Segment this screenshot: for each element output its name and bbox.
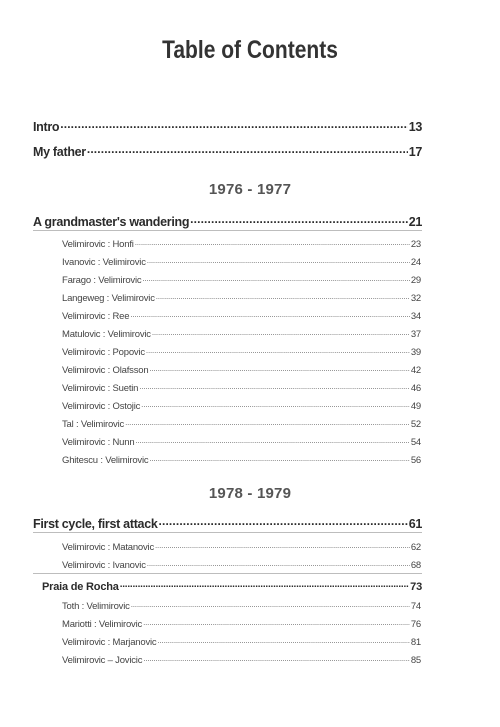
toc-game[interactable] [62,617,421,630]
toc-game[interactable] [62,327,421,340]
entry-label: Ivanovic : Velimirovic [62,256,146,268]
entry-page: 37 [410,328,421,340]
dot-leader [147,558,410,568]
dot-leader [60,118,407,131]
toc-entry-my-father[interactable] [33,143,422,159]
chapter-rule [33,230,422,231]
dot-leader [156,291,410,301]
dot-leader [120,579,409,590]
toc-chapter-first-cycle[interactable] [33,515,422,531]
entry-page: 52 [410,418,421,430]
entry-label: Tal : Velimirovic [62,418,125,430]
entry-page: 56 [410,454,421,466]
entry-page: 81 [410,636,421,648]
toc-game[interactable] [62,255,421,268]
entry-label: Intro [33,119,60,134]
subchapter-rule [33,573,422,574]
toc-game[interactable] [62,399,421,412]
entry-page: 76 [410,618,421,630]
entry-page: 29 [410,274,421,286]
entry-page: 62 [410,541,421,553]
toc-entry-intro[interactable] [33,118,422,134]
entry-page: 49 [410,400,421,412]
entry-label: Matulovic : Velimirovic [62,328,151,340]
toc-game[interactable] [62,291,421,304]
toc-chapter-grandmasters-wandering[interactable] [33,213,422,229]
entry-page: 24 [410,256,421,268]
dot-leader [143,617,410,627]
toc-game[interactable] [62,558,421,571]
dot-leader [147,255,410,265]
toc-game[interactable] [62,309,421,322]
toc-game[interactable] [62,381,421,394]
toc-game[interactable] [62,653,421,666]
entry-page: 73 [410,581,422,593]
entry-label: Velimirovic : Nunn [62,436,135,448]
toc-game[interactable] [62,599,421,612]
dot-leader [135,237,410,247]
entry-page: 85 [410,654,421,666]
dot-leader [87,143,408,156]
dot-leader [149,453,409,463]
entry-label: Velimirovic : Popovic [62,346,145,358]
entry-label: Mariotti : Velimirovic [62,618,143,630]
dot-leader [159,515,408,528]
dot-leader [125,417,410,427]
dot-leader [141,399,410,409]
toc-game[interactable] [62,273,421,286]
entry-page: 21 [408,214,422,229]
entry-label: First cycle, first attack [33,516,158,531]
chapter-rule [33,532,422,533]
entry-label: My father [33,144,86,159]
entry-label: Praia de Rocha [42,581,119,593]
dot-leader [155,540,410,550]
entry-label: Langeweg : Velimirovic [62,292,155,304]
toc-game[interactable] [62,453,421,466]
toc-game[interactable] [62,363,421,376]
dot-leader [157,635,409,645]
dot-leader [130,309,409,319]
entry-page: 34 [410,310,421,322]
dot-leader [146,345,410,355]
entry-page: 17 [408,144,422,159]
toc-game[interactable] [62,237,421,250]
entry-label: Velimirovic : Honfi [62,238,134,250]
entry-page: 74 [410,600,421,612]
page-title: Table of Contents [162,36,338,64]
entry-page: 39 [410,346,421,358]
entry-label: Ghitescu : Velimirovic [62,454,149,466]
toc-subchapter-praia-de-rocha[interactable] [42,579,422,593]
dot-leader [139,381,410,391]
toc-game[interactable] [62,540,421,553]
entry-label: Velimirovic : Marjanovic [62,636,157,648]
entry-label: A grandmaster's wandering [33,214,190,229]
toc-game[interactable] [62,635,421,648]
entry-page: 68 [410,559,421,571]
entry-label: Velimirovic : Olafsson [62,364,149,376]
toc-game[interactable] [62,345,421,358]
entry-page: 13 [408,119,422,134]
entry-label: Velimirovic : Suetin [62,382,139,394]
entry-label: Toth : Velimirovic [62,600,130,612]
entry-page: 32 [410,292,421,304]
entry-page: 46 [410,382,421,394]
entry-label: Velimirovic : Matanovic [62,541,155,553]
toc-game[interactable] [62,435,421,448]
entry-label: Velimirovic – Jovicic [62,654,143,666]
entry-label: Farago : Velimirovic [62,274,142,286]
dot-leader [142,273,409,283]
entry-page: 54 [410,436,421,448]
dot-leader [131,599,410,609]
entry-label: Velimirovic : Ree [62,310,130,322]
entry-label: Velimirovic : Ivanovic [62,559,146,571]
toc-game[interactable] [62,417,421,430]
dot-leader [152,327,410,337]
dot-leader [190,213,408,226]
dot-leader [135,435,409,445]
entry-page: 42 [410,364,421,376]
entry-page: 23 [410,238,421,250]
entry-label: Velimirovic : Ostojic [62,400,141,412]
dot-leader [143,653,410,663]
section-heading-1978-1979: 1978 - 1979 [208,485,292,502]
section-heading-1976-1977: 1976 - 1977 [208,181,292,198]
entry-page: 61 [408,516,422,531]
dot-leader [149,363,409,373]
